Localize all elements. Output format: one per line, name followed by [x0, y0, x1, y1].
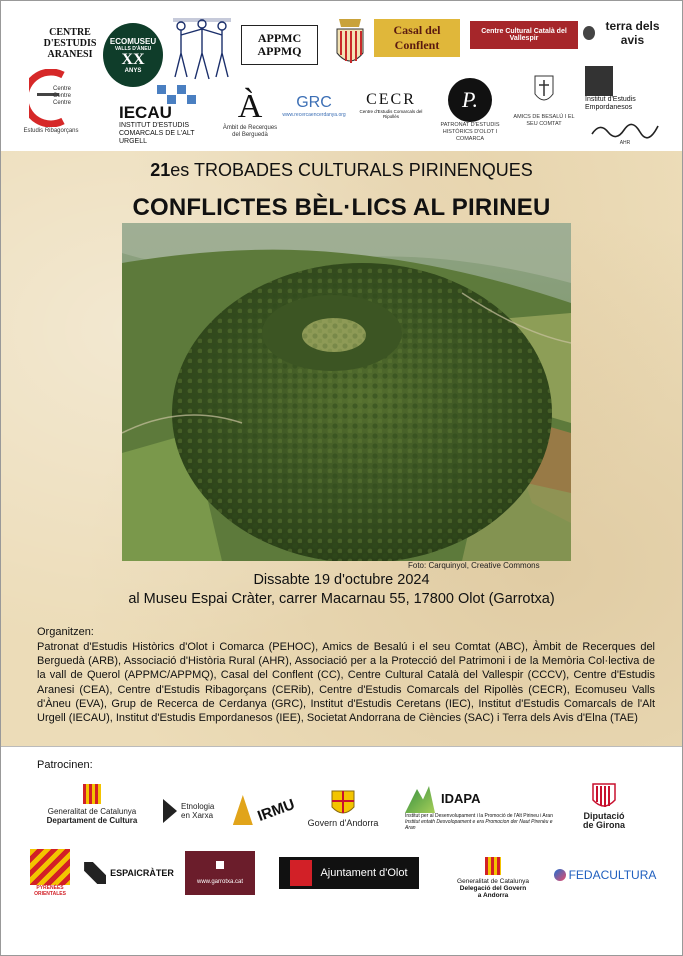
andorra-shield-icon	[330, 787, 356, 819]
espaicrater-mark-icon	[84, 862, 106, 884]
iee-logo: Institut d'Estudis Empordanesos	[585, 61, 665, 117]
idapa-logo: IDAPA Institut per al Desenvolupament i la Promoció de l'Alt Pirineu i Aran Institut entath Desvolopament e era Promocion der Naut Pirenèu e Aran	[405, 779, 553, 835]
arb-logo: À Àmbit de Recerques del Berguedà	[222, 88, 278, 138]
ahr-wave-icon	[590, 120, 660, 140]
ecomuseu-logo: ECOMUSEU VALLS D'ÀNEU XX ANYS	[103, 23, 163, 87]
sponsor-logos	[1, 746, 682, 955]
etnologia-mark-icon	[163, 799, 177, 823]
sardana-dancers-icon	[171, 17, 233, 83]
organizer-logos	[1, 1, 682, 151]
abc-logo: AMICS DE BESALÚ I EL SEU COMTAT	[511, 67, 577, 133]
event-title: CONFLICTES BÈL·LICS AL PIRINEU	[132, 194, 551, 221]
cecr-logo: CECR Centre d'Estudis Comarcals del Ripollès	[359, 91, 423, 119]
espaicrater-logo: ESPAICRÀTER	[81, 857, 177, 889]
ahr-logo: AHR	[587, 119, 663, 147]
iecau-checker-icon	[157, 85, 196, 104]
feda-cultura-logo: FEDACULTURA	[553, 863, 657, 887]
feda-mark-icon	[554, 869, 566, 881]
irmu-logo: IRMU	[231, 787, 297, 833]
iec-seal-icon	[331, 15, 369, 73]
photo-credit: Foto: Carquinyol, Creative Commons	[408, 561, 540, 570]
etnologia-logo: Etnologia en Xarxa	[161, 793, 221, 829]
idapa-mountain-icon	[405, 783, 435, 813]
pehoc-logo: P. PATRONAT D'ESTUDIS HISTÒRICS D'OLOT I COMARCA	[437, 71, 503, 149]
senyera-small-icon	[485, 857, 501, 875]
organizers-list: Patronat d'Estudis Històrics d'Olot i Comarca (PEHOC), Amics de Besalú i el seu Comtat (ABC), Àmbit de Recerques del Berguedà (ARB), Associació d'Història Rural (AHR), Associació per a la Protecció del Patrimoni i de la Memòria Col·lectiva de la vall de Querol (APPMC/APPMQ), Casal del Conflent (CC), Centre Cultural Català del Vallespir (CCCV), Centre d'Estudis Aranesi (CEA), Centre d'Estudis Ribagorçans (CERib), Centre d'Estudis Comarcals del Ripollès (CECR), Ecomuseu Valls d'Àneu (EVA), Grup de Recerca de Cerdanya (GRC), Institut d'Estudis Ceretans (IEC), Institut d'Estudis Comarcals de l'Alt Urgell (IECAU), Institut d'Estudis Empordanesos (IEE), Societat Andorrana de Ciències (SAC) i Terra dels Avis d'Elna (TAE)	[37, 641, 655, 725]
cerib-name: Centre Centre Centre	[53, 86, 72, 106]
govern-andorra-logo: Govern d'Andorra	[297, 781, 389, 833]
pyrenees-flag-icon	[30, 849, 70, 885]
diputacio-girona-logo: Diputació de Girona	[573, 773, 635, 837]
event-date: Dissabte 19 d'octubre 2024	[253, 572, 430, 588]
olot-shield-icon	[290, 860, 312, 886]
gencat-cultura-logo: Generalitat de Catalunya Departament de Cultura	[27, 779, 157, 829]
organizers-label: Organitzen:	[37, 626, 94, 638]
crater-aerial-photo	[122, 223, 571, 561]
girona-shield-icon	[591, 780, 617, 812]
casal-del-conflent-logo: Casal del Conflent	[374, 19, 460, 57]
sponsors-label: Patrocinen:	[37, 759, 93, 771]
besalu-cross-icon	[529, 72, 559, 108]
iee-emblem-icon	[585, 66, 613, 96]
pyrenees-orientales-logo: PYRÉNÉES ORIENTALES	[27, 847, 73, 899]
garrotxa-logo: www.garrotxa.cat	[185, 851, 255, 895]
gencat-delegacio-logo: Generalitat de Catalunya Delegació del Govern a Andorra	[447, 849, 539, 907]
iecau-logo: IECAU INSTITUT D'ESTUDIS COMARCALS DE L'ALT URGELL	[119, 81, 197, 149]
main-content	[1, 151, 682, 746]
globe-icon	[583, 26, 595, 40]
grc-logo: GRC www.recercaencerdanya.org	[282, 94, 346, 118]
cerib-caption: Estudis Ribagorçans	[23, 128, 79, 134]
event-venue: al Museu Espai Cràter, carrer Macarnau 55, 17800 Olot (Garrotxa)	[128, 591, 555, 607]
cccv-logo: Centre Cultural Català del Vallespir	[470, 21, 578, 49]
event-subtitle: 21es TROBADES CULTURALS PIRINENQUES	[150, 160, 533, 180]
terra-dels-avis-logo: terra dels avis	[583, 19, 667, 47]
appmc-appmq-logo: APPMC APPMQ	[241, 25, 318, 65]
senyera-icon	[83, 784, 101, 804]
garrotxa-mark-icon	[216, 861, 224, 869]
ajuntament-olot-logo: Ajuntament d'Olot	[279, 857, 419, 889]
irmu-flame-icon	[233, 795, 253, 825]
cea-logo: CENTRE D'ESTUDIS ARANESI	[43, 26, 97, 60]
